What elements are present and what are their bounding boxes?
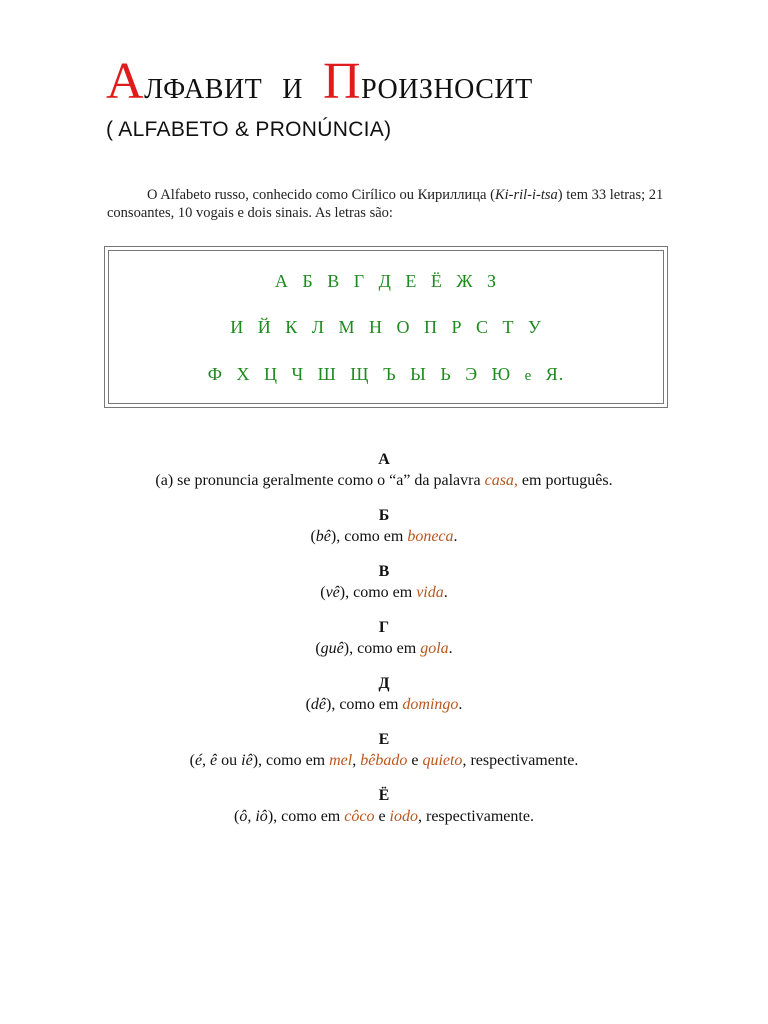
alphabet-row-3: [109, 364, 663, 385]
title-conjunction: И: [282, 74, 303, 105]
desc-text: ), como em: [330, 528, 408, 545]
desc-text: ), como em: [339, 584, 417, 601]
pronunciation: bê: [315, 528, 331, 545]
desc-text: (a) se pronuncia geralmente como o “a” da palavra: [155, 472, 485, 489]
entry-letter: Б: [378, 507, 390, 524]
desc-text: , respectivamente.: [418, 808, 534, 825]
desc-text: , respectivamente.: [462, 752, 579, 769]
page-subtitle: ( ALFABETO & PRONÚNCIA): [106, 118, 392, 141]
desc-text: .: [458, 696, 463, 713]
example-word: vida: [416, 584, 444, 601]
intro-text-1: O Alfabeto russo, conhecido como Cirílico ou Кириллица (: [147, 187, 495, 203]
title-word-proiznosit: РОИЗНОСИТ: [361, 74, 533, 105]
entry-letter: Е: [378, 731, 390, 748]
desc-text: ,: [352, 752, 361, 769]
example-word: iodo: [389, 808, 418, 825]
example-word: bêbado: [360, 752, 408, 769]
entry-description: [0, 638, 768, 660]
entry-de: [0, 674, 768, 716]
intro-pronunciation: Ki-ril-i-tsa: [494, 187, 558, 203]
desc-text: (: [315, 640, 321, 657]
desc-text: em português.: [517, 472, 613, 489]
example-word: côco: [344, 808, 375, 825]
desc-text: (: [234, 808, 240, 825]
desc-text: (: [305, 696, 311, 713]
desc-text: .: [453, 528, 458, 545]
entry-be: [0, 506, 768, 548]
desc-text: e: [374, 808, 390, 825]
desc-text: ), como em: [326, 696, 403, 713]
entry-letter: Г: [378, 619, 390, 636]
intro-text-2: ) tem 33 letras; 21 consoantes, 10 vogais e dois sinais. As letras são:: [107, 187, 664, 221]
alphabet-row-3-letters: Ф Х Ц Ч Ш Щ Ъ Ы Ь Э Ю: [207, 364, 512, 384]
entry-description: [0, 806, 768, 828]
example-word: quieto: [422, 752, 463, 769]
entry-letter: Д: [378, 675, 390, 692]
desc-text: ), como em: [252, 752, 330, 769]
pronunciation: guê: [320, 640, 344, 657]
entry-a: [0, 450, 768, 492]
example-word: boneca: [407, 528, 454, 545]
entry-letter: В: [378, 563, 390, 580]
pronunciation: vê: [325, 584, 340, 601]
desc-text: (: [310, 528, 316, 545]
entry-description: [0, 470, 768, 492]
alphabet-row-2: И Й К Л М Н О П Р С Т У: [230, 317, 542, 337]
letter-entries: [0, 450, 768, 842]
pronunciation: dê: [310, 696, 326, 713]
alphabet-row-1: А Б В Г Д Е Ё Ж З: [274, 271, 498, 291]
example-word: casa,: [484, 472, 518, 489]
entry-ye: [0, 730, 768, 772]
entry-letter: А: [378, 451, 390, 468]
entry-letter: Ё: [378, 787, 390, 804]
alphabet-box: [104, 246, 668, 408]
desc-text: .: [448, 640, 453, 657]
title-initial-a: А: [106, 53, 145, 110]
alphabet-row-3-last: Я.: [545, 364, 565, 384]
alphabet-row-3-conjunction: e: [524, 368, 533, 384]
pronunciation: iê: [241, 752, 253, 769]
desc-text: e: [407, 752, 423, 769]
entry-yo: [0, 786, 768, 828]
desc-text: .: [443, 584, 448, 601]
entry-description: [0, 694, 768, 716]
pronunciation: é, ê: [194, 752, 218, 769]
desc-text: ), como em: [267, 808, 345, 825]
entry-ge: [0, 618, 768, 660]
example-word: gola: [420, 640, 449, 657]
entry-ve: [0, 562, 768, 604]
entry-description: [0, 526, 768, 548]
desc-text: (: [320, 584, 326, 601]
page-title: [106, 53, 533, 116]
desc-text: ou: [217, 752, 242, 769]
intro-paragraph: [107, 186, 667, 222]
title-initial-p: П: [323, 53, 362, 110]
alphabet-box-inner-border: [108, 250, 664, 404]
example-word: mel: [329, 752, 353, 769]
pronunciation: ô, iô: [239, 808, 268, 825]
title-block: [106, 53, 533, 142]
title-word-alfavit: ЛФАВИТ: [144, 74, 263, 105]
entry-description: [0, 582, 768, 604]
entry-description: [0, 750, 768, 772]
desc-text: (: [189, 752, 195, 769]
example-word: domingo: [402, 696, 459, 713]
desc-text: ), como em: [343, 640, 421, 657]
